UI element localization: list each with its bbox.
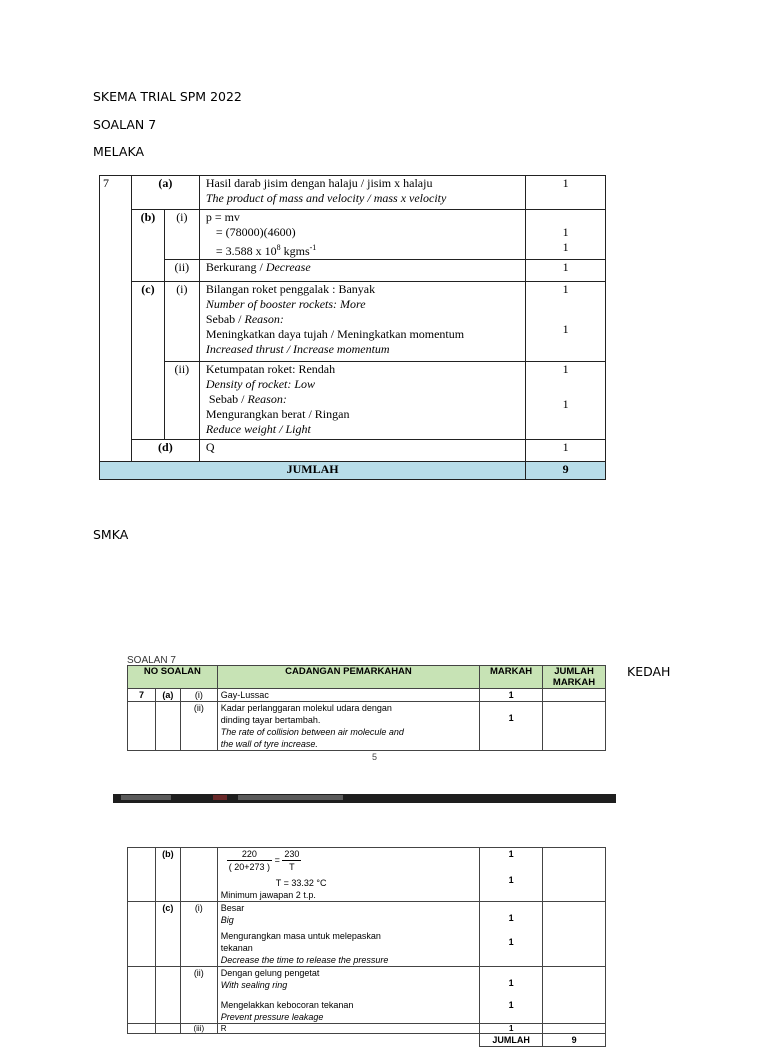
part-label: (c) [131,282,164,440]
subpart-label: (ii) [180,967,217,1024]
answer-text: Q [199,440,525,462]
mark-cell: 1 1 [480,848,543,902]
kedah-caption: SOALAN 7 [127,655,176,666]
state-label-smka: SMKA [93,527,129,542]
state-label-kedah: KEDAH [627,664,671,679]
part-label: (c) [155,902,180,967]
mark-cell: 1 [526,260,606,282]
table-row [100,282,606,362]
mark-cell: 1 1 [480,902,543,967]
answer-text: Dengan gelung pengetat With sealing ring Mengelakkan kebocoran tekanan Prevent pressure leakage [217,967,479,1024]
question-number: 7 [128,689,156,702]
subpart-label: (ii) [164,260,199,282]
kedah-answer-table-1 [127,665,606,751]
answer-text: Besar Big Mengurangkan masa untuk melepaskan tekanan Decrease the time to release the pressure [217,902,479,967]
scanned-page-header-bar [113,794,616,803]
answer-text: Bilangan roket penggalak : Banyak Number of booster rockets: More Sebab / Reason: Meningkatkan daya tujah / Meningkatkan momentum Increased thrust / Increase momentum [199,282,525,362]
table-row [100,440,606,462]
mark-cell: 1 1 [526,210,606,260]
kedah-answer-table-2 [127,847,606,1047]
mark-cell: 1 1 [526,282,606,362]
subpart-label: (ii) [180,702,217,751]
total-value: 9 [526,462,606,480]
answer-text: Ketumpatan roket: Rendah Density of rocket: Low Sebab / Reason: Mengurangkan berat / Ringan Reduce weight / Light [199,362,525,440]
table-row [128,702,606,751]
question-number: 7 [100,176,132,462]
mark-cell: 1 [526,440,606,462]
table-row [128,902,606,967]
mark-cell: 1 1 [526,362,606,440]
answer-text: Berkurang / Decrease [199,260,525,282]
mark-cell: 1 [480,689,543,702]
table-row [128,1024,606,1034]
subpart-label: (i) [164,210,199,260]
answer-text: $\frac{220}{( 20+273 )}$ = $\frac{230}{T}$ T = 33.32 °C Minimum jawapan 2 t.p. [217,848,479,902]
subpart-label: (i) [180,689,217,702]
mark-cell: 1 [526,176,606,210]
total-label: JUMLAH [480,1034,543,1047]
part-label: (d) [131,440,199,462]
fraction-left: $\frac{220}{( 20+273 )}$ [228,849,271,872]
table-row [100,210,606,260]
page-number: 5 [372,752,378,762]
header-jumlah-markah: JUMLAH MARKAH [543,666,606,689]
part-label: (b) [155,848,180,902]
answer-text: Gay-Lussac [217,689,479,702]
total-value: 9 [543,1034,606,1047]
subpart-label: (i) [164,282,199,362]
total-row [100,462,606,480]
subpart-label: (ii) [164,362,199,440]
table-row [128,967,606,1024]
total-row [128,1034,606,1047]
fraction-right: $\frac{230}{T}$ [284,849,300,872]
header-markah: MARKAH [480,666,543,689]
part-label: (a) [155,689,180,702]
table-row [100,176,606,210]
table-row [128,848,606,902]
answer-text: Kadar perlanggaran molekul udara dengan dinding tayar bertambah. The rate of collision between air molecule and the wall of tyre increase. [217,702,479,751]
subpart-label: (i) [180,902,217,967]
question-label: SOALAN 7 [93,117,157,132]
answer-text: Hasil darab jisim dengan halaju / jisim x halaju The product of mass and velocity / mass x velocity [199,176,525,210]
mark-cell: 1 [480,702,543,751]
table-header-row [128,666,606,689]
mark-cell: 1 1 [480,967,543,1024]
melaka-answer-table [99,175,606,480]
table-row [100,260,606,282]
table-row [128,689,606,702]
answer-text: p = mv = (78000)(4600) = 3.588 x $10^8$ kgms$^{-1}$ [199,210,525,260]
header-cadangan: CADANGAN PEMARKAHAN [217,666,479,689]
header-no-soalan: NO SOALAN [128,666,218,689]
table-row [100,362,606,440]
total-label: JUMLAH [100,462,526,480]
document-title: SKEMA TRIAL SPM 2022 [93,89,242,104]
answer-text: R [217,1024,479,1034]
part-label: (a) [131,176,199,210]
state-label-melaka: MELAKA [93,144,145,159]
part-label: (b) [131,210,164,282]
subpart-label: (iii) [180,1024,217,1034]
mark-cell: 1 [480,1024,543,1034]
